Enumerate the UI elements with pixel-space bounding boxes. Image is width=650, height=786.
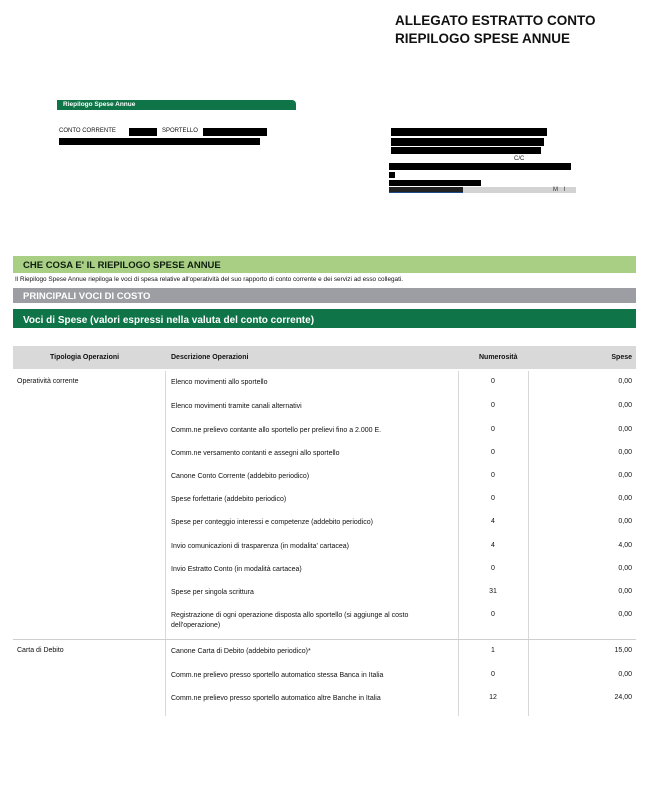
title-line-1: ALLEGATO ESTRATTO CONTO — [395, 13, 596, 28]
header-type: Tipologia Operazioni — [50, 354, 120, 361]
row-count: 31 — [489, 588, 497, 595]
header-count: Numerosità — [479, 354, 518, 361]
row-count: 0 — [491, 495, 495, 502]
summary-tab — [57, 100, 296, 110]
section-main-costs: PRINCIPALI VOCI DI COSTO — [13, 288, 636, 303]
table-group-operativita — [13, 371, 636, 639]
row-count: 12 — [489, 694, 497, 701]
row-cost: 0,00 — [618, 588, 632, 595]
group-label: Operatività corrente — [17, 378, 79, 385]
row-count: 0 — [491, 402, 495, 409]
province-label: M I — [553, 187, 568, 193]
row-description: Spese forfettarie (addebito periodico) — [171, 496, 287, 503]
row-description: Spese per singola scrittura — [171, 589, 254, 596]
row-cost: 0,00 — [618, 671, 632, 678]
row-count: 0 — [491, 449, 495, 456]
redacted-address-line-3 — [391, 147, 541, 154]
row-description: Comm.ne versamento contanti e assegni allo sportello — [171, 450, 340, 457]
intro-text: Il Riepilogo Spese Annue riepiloga le voci di spesa relative all'operatività del suo rapporto di conto corrente e dei servizi ad esso collegati. — [15, 276, 404, 283]
row-count: 0 — [491, 671, 495, 678]
row-cost: 0,00 — [618, 426, 632, 433]
group-label: Carta di Debito — [17, 647, 64, 654]
sportello-line — [162, 128, 198, 134]
row-cost: 0,00 — [618, 611, 632, 618]
table-group-carta-debito — [13, 640, 636, 716]
row-cost: 15,00 — [614, 647, 632, 654]
row-count: 4 — [491, 542, 495, 549]
row-count: 0 — [491, 611, 495, 618]
section-expense-items: Voci di Spese (valori espressi nella valuta del conto corrente) — [13, 309, 636, 328]
account-line — [59, 128, 116, 134]
column-divider — [528, 640, 529, 716]
row-count: 4 — [491, 518, 495, 525]
cc-label: C/C — [514, 156, 525, 162]
row-description: Registrazione di ogni operazione disposta allo sportello (si aggiunge al costo dell'operazione) — [171, 612, 409, 629]
row-cost: 4,00 — [618, 542, 632, 549]
row-count: 1 — [491, 647, 495, 654]
row-description: Comm.ne prelievo presso sportello automatico stessa Banca in Italia — [171, 672, 384, 679]
row-count: 0 — [491, 378, 495, 385]
redacted-account-number — [129, 128, 157, 136]
row-cost: 0,00 — [618, 518, 632, 525]
row-count: 0 — [491, 565, 495, 572]
table-header — [13, 346, 636, 369]
redacted-address-line-2 — [391, 138, 544, 146]
header-cost: Spese — [611, 354, 632, 361]
row-cost: 0,00 — [618, 565, 632, 572]
redacted-address-mark — [389, 172, 395, 178]
header-description: Descrizione Operazioni — [171, 354, 249, 361]
row-cost: 0,00 — [618, 378, 632, 385]
redacted-address-line-4 — [389, 163, 571, 170]
column-divider — [458, 371, 459, 639]
row-count: 0 — [491, 426, 495, 433]
row-description: Comm.ne prelievo presso sportello automatico altre Banche in Italia — [171, 695, 381, 702]
row-description: Elenco movimenti allo sportello — [171, 379, 268, 386]
column-divider — [165, 640, 166, 716]
row-description: Canone Conto Corrente (addebito periodico) — [171, 473, 310, 480]
title-line-2: RIEPILOGO SPESE ANNUE — [395, 31, 571, 46]
column-divider — [528, 371, 529, 639]
row-description: Invio comunicazioni di trasparenza (in modalita' cartacea) — [171, 543, 349, 550]
row-description: Canone Carta di Debito (addebito periodico)* — [171, 648, 311, 655]
row-cost: 0,00 — [618, 402, 632, 409]
row-count: 0 — [491, 472, 495, 479]
row-description: Spese per conteggio interessi e competenze (addebito periodico) — [171, 519, 373, 526]
column-divider — [165, 371, 166, 639]
conto-label: CONTO CORRENTE — [59, 128, 116, 134]
row-description: Comm.ne prelievo contante allo sportello per prelievi fino a 2.000 E. — [171, 427, 382, 434]
row-cost: 24,00 — [614, 694, 632, 701]
section-what-title: CHE COSA E' IL RIEPILOGO SPESE ANNUE — [13, 256, 636, 273]
redacted-address-line-5 — [389, 180, 481, 186]
city-bar — [389, 187, 576, 193]
redacted-account-holder — [59, 138, 260, 145]
document-title — [395, 12, 645, 48]
row-cost: 0,00 — [618, 449, 632, 456]
row-description: Invio Estratto Conto (in modalità cartacea) — [171, 566, 302, 573]
redacted-address-line-1 — [391, 128, 547, 136]
summary-tab-label: Riepilogo Spese Annue — [63, 101, 136, 108]
sportello-label: SPORTELLO — [162, 128, 198, 134]
row-description: Elenco movimenti tramite canali alternativi — [171, 403, 302, 410]
row-cost: 0,00 — [618, 495, 632, 502]
redacted-city — [389, 187, 463, 193]
row-cost: 0,00 — [618, 472, 632, 479]
redacted-sportello — [203, 128, 267, 136]
